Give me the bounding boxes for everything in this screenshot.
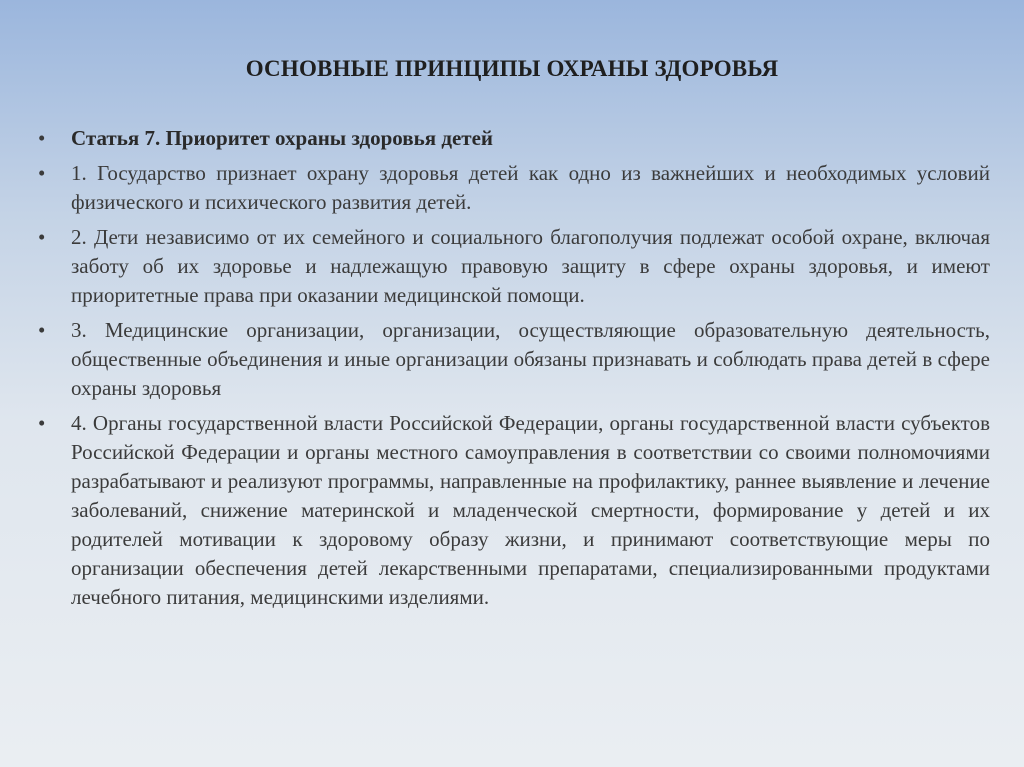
list-item	[38, 159, 990, 217]
paragraph-4: 4. Органы государственной власти Российской Федерации, органы государственной власти субъектов Российской Федерации и органы местного самоуправления в соответствии со своими полномочиями разрабатывают и реализуют программы, направленные на профилактику, раннее выявление и лечение заболеваний, снижение материнской и младенческой смертности, формирование у детей и их родителей мотивации к здоровому образу жизни, и принимают соответствующие меры по организации обеспечения детей лекарственными препаратами, специализированными продуктами лечебного питания, медицинскими изделиями.	[71, 411, 990, 609]
bullet-icon: •	[38, 161, 46, 185]
bullet-icon: •	[38, 126, 46, 150]
bullet-icon: •	[38, 411, 46, 435]
article-heading: Статья 7. Приоритет охраны здоровья детей	[71, 126, 494, 150]
list-item	[38, 316, 990, 403]
list-item	[38, 409, 990, 612]
bullet-list	[38, 124, 990, 618]
paragraph-3: 3. Медицинские организации, организации, осуществляющие образовательную деятельность, общественные объединения и иные организации обязаны признавать и соблюдать права детей в сфере охраны здоровья	[71, 318, 990, 400]
bullet-icon: •	[38, 225, 46, 249]
paragraph-1: 1. Государство признает охрану здоровья детей как одно из важнейших и необходимых условий физического и психического развития детей.	[71, 161, 990, 214]
list-item	[38, 223, 990, 310]
bullet-icon: •	[38, 318, 46, 342]
list-item	[38, 124, 990, 153]
slide-title: ОСНОВНЫЕ ПРИНЦИПЫ ОХРАНЫ ЗДОРОВЬЯ	[245, 56, 779, 81]
paragraph-2: 2. Дети независимо от их семейного и социального благополучия подлежат особой охране, включая заботу об их здоровье и надлежащую правовую защиту в сфере охраны здоровья, и имеют приоритетные права при оказании медицинской помощи.	[71, 225, 990, 307]
